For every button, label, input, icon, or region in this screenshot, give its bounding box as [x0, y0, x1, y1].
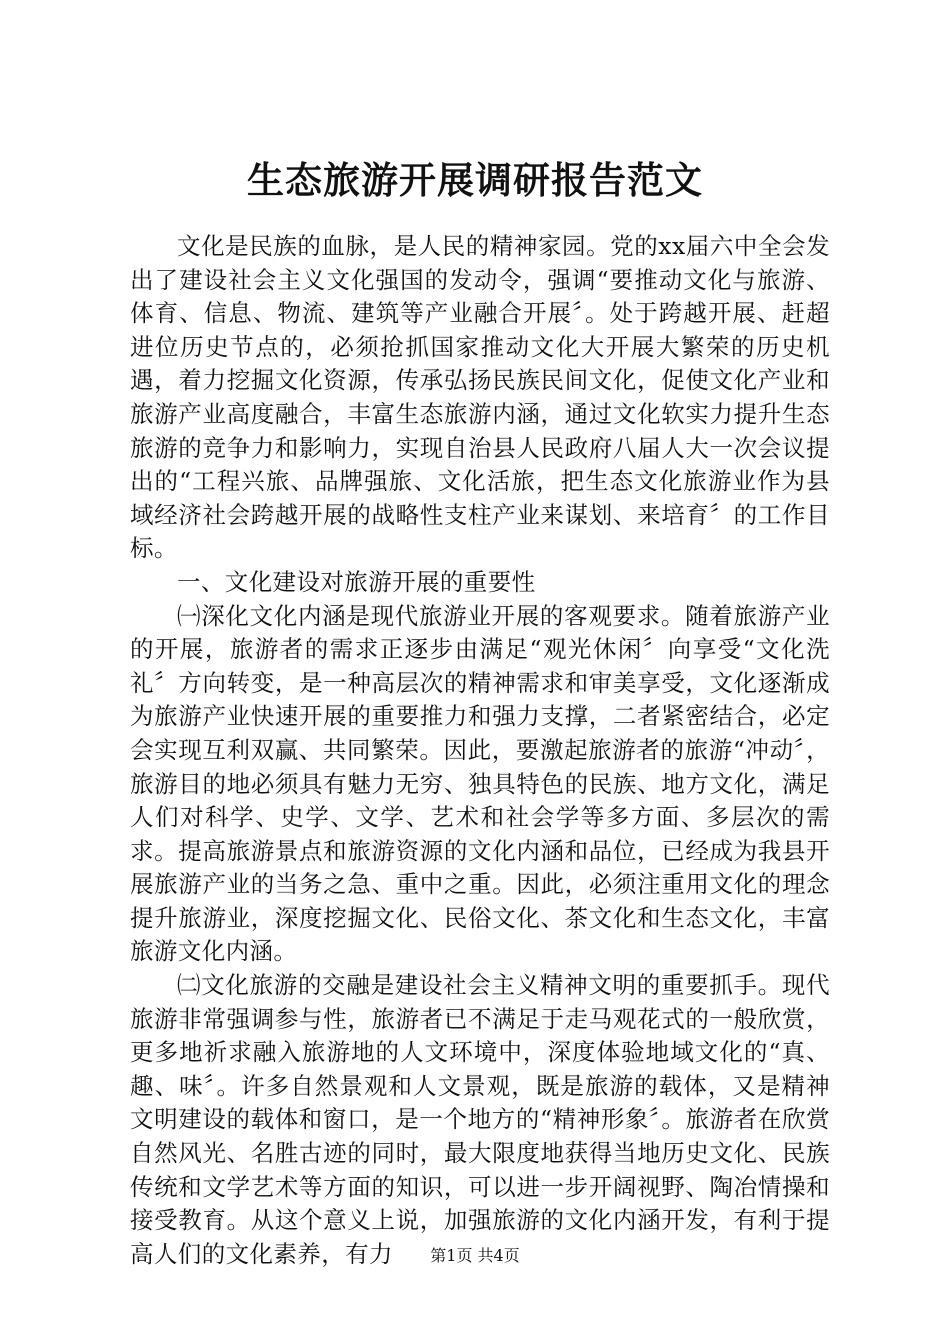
section-heading: 一、文化建设对旅游开展的重要性: [177, 567, 536, 596]
paragraph-intro: 文化是民族的血脉，是人民的精神家园。党的xx届六中全会发出了建设社会主义文化强国的发动令，强调“要推动文化与旅游、体育、信息、物流、建筑等产业融合开展〞。处于跨越开展、赶超进位历史节点的，必须抢抓国家推动文化大开展大繁荣的历史机遇，着力挖掘文化资源，传承弘扬民族民间文化，促使文化产业和旅游产业高度融合，丰富生态旅游内涵，通过文化软实力提升生态旅游的竞争力和影响力，实现自治县人民政府八届人大一次会议提出的“工程兴旅、品牌强旅、文化活旅，把生态文化旅游业作为县域经济社会跨越开展的战略性支柱产业来谋划、来培育〞的工作目标。: [130, 232, 830, 563]
paragraph-point-1: ㈠深化文化内涵是现代旅游业开展的客观要求。随着旅游产业的开展，旅游者的需求正逐步由满足“观光休闲〞向享受“文化洗礼〞方向转变，是一种高层次的精神需求和审美享受，文化逐渐成为旅游产业快速开展的重要推力和强力支撑，二者紧密结合，必定会实现互利双赢、共同繁荣。因此，要激起旅游者的旅游“冲动〞，旅游目的地必须具有魅力无穷、独具特色的民族、地方文化，满足人们对科学、史学、文学、艺术和社会学等多方面、多层次的需求。提高旅游景点和旅游资源的文化内涵和品位，已经成为我县开展旅游产业的当务之急、重中之重。因此，必须注重用文化的理念提升旅游业，深度挖掘文化、民俗文化、茶文化和生态文化，丰富旅游文化内涵。: [130, 601, 830, 966]
document-body: [130, 230, 830, 1271]
page-footer: 第1页 共4页: [430, 1246, 520, 1265]
document-title: 生态旅游开展调研报告范文: [247, 158, 703, 202]
paragraph-point-2: ㈡文化旅游的交融是建设社会主义精神文明的重要抓手。现代旅游非常强调参与性，旅游者已不满足于走马观花式的一般欣赏，更多地祈求融入旅游地的人文环境中，深度体验地域文化的“真、趣、味〞。许多自然景观和人文景观，既是旅游的载体，又是精神文明建设的载体和窗口，是一个地方的“精神形象〞。旅游者在欣赏自然风光、名胜古迹的同时，最大限度地获得当地历史文化、民族传统和文学艺术等方面的知识，可以进一步开阔视野、陶冶情操和接受教育。从这个意义上说，加强旅游的文化内涵开发，有利于提高人们的文化素养，有力: [130, 971, 830, 1268]
